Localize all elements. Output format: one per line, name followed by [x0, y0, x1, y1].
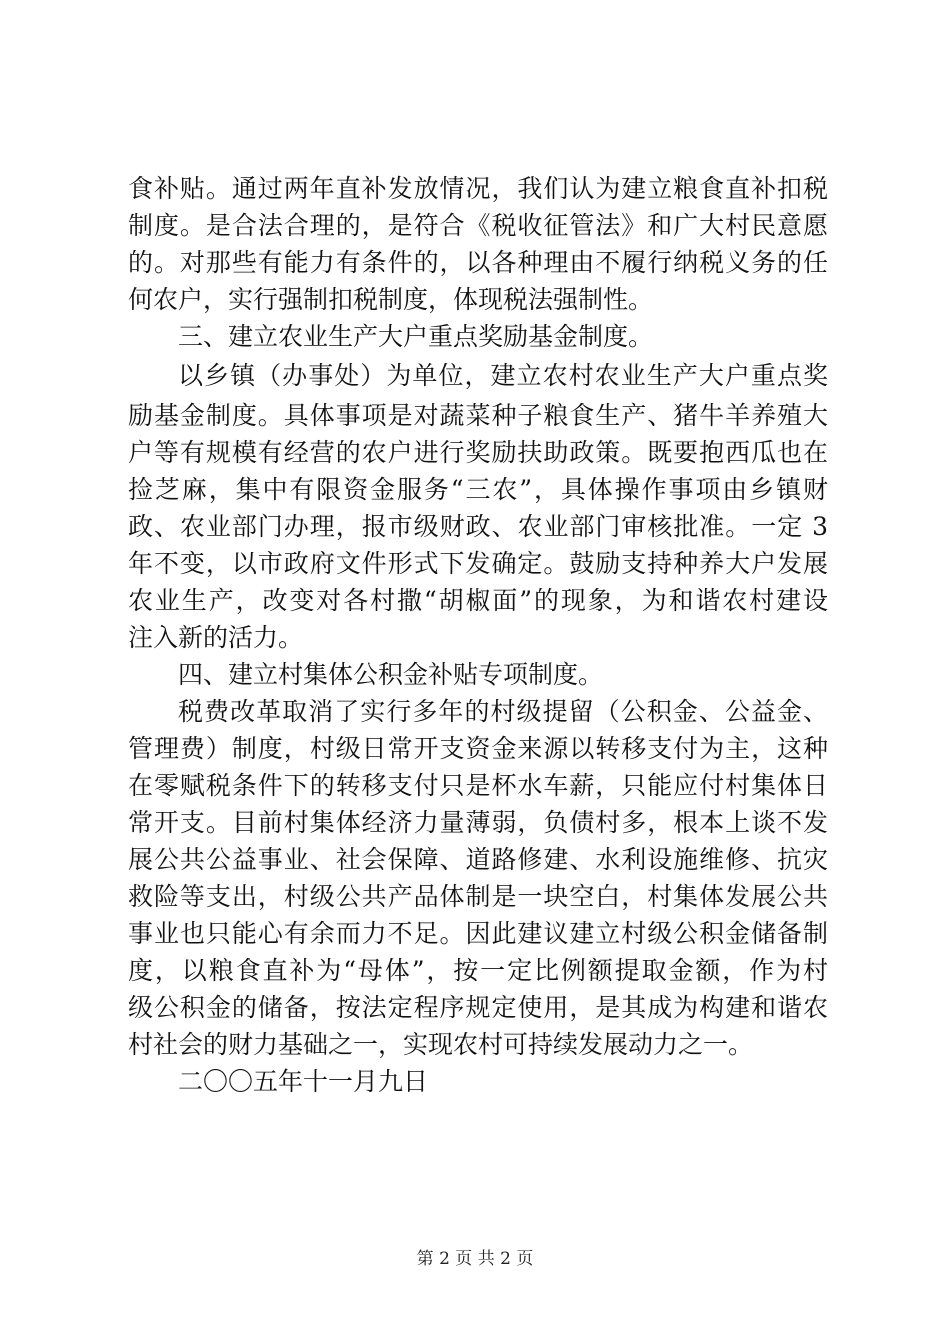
document-date: 二〇〇五年十一月九日	[178, 1067, 429, 1096]
text-line: 村社会的财力基础之一，实现农村可持续发展动力之一。	[128, 1030, 754, 1059]
page-number-footer: 第 2 页 共 2 页	[416, 1249, 534, 1269]
section-heading-three: 三、建立农业生产大户重点奖励基金制度。	[178, 322, 654, 351]
text-line: 注入新的活力。	[128, 623, 304, 652]
text-line: 励基金制度。具体事项是对蔬菜种子粮食生产、猪牛羊养殖大	[128, 401, 828, 430]
text-line: 级公积金的储备，按法定程序规定使用，是其成为构建和谐农	[128, 993, 828, 1022]
section-heading-four: 四、建立村集体公积金补贴专项制度。	[178, 660, 604, 689]
text-line: 的。对那些有能力有条件的，以各种理由不履行纳税义务的任	[128, 248, 828, 277]
text-line: 展公共公益事业、社会保障、道路修建、水利设施维修、抗灾	[128, 845, 828, 874]
text-line: 食补贴。通过两年直补发放情况，我们认为建立粮食直补扣税	[128, 174, 828, 203]
document-body	[128, 170, 828, 1100]
text-line: 何农户，实行强制扣税制度，体现税法强制性。	[128, 285, 654, 314]
text-line: 管理费）制度，村级日常开支资金来源以转移支付为主，这种	[128, 734, 828, 763]
text-line: 常开支。目前村集体经济力量薄弱，负债村多，根本上谈不发	[128, 808, 828, 837]
text-line: 税费改革取消了实行多年的村级提留（公积金、公益金、	[178, 697, 828, 726]
text-line: 农业生产，改变对各村撒“胡椒面”的现象，为和谐农村建设	[128, 586, 828, 615]
text-line: 事业也只能心有余而力不足。因此建议建立村级公积金储备制	[128, 919, 828, 948]
text-line: 在零赋税条件下的转移支付只是杯水车薪，只能应付村集体日	[128, 771, 828, 800]
text-line: 度，以粮食直补为“母体”，按一定比例额提取金额，作为村	[128, 956, 828, 985]
text-line: 年不变，以市政府文件形式下发确定。鼓励支持种养大户发展	[128, 549, 828, 578]
text-line: 以乡镇（办事处）为单位，建立农村农业生产大户重点奖	[178, 361, 828, 390]
text-line: 救险等支出，村级公共产品体制是一块空白，村集体发展公共	[128, 882, 828, 911]
text-line: 捡芝麻，集中有限资金服务“三农”，具体操作事项由乡镇财	[128, 475, 828, 504]
text-line: 政、农业部门办理，报市级财政、农业部门审核批准。一定 3	[128, 512, 828, 541]
text-line: 户等有规模有经营的农户进行奖励扶助政策。既要抱西瓜也在	[128, 438, 828, 467]
text-line: 制度。是合法合理的，是符合《税收征管法》和广大村民意愿	[128, 211, 828, 240]
